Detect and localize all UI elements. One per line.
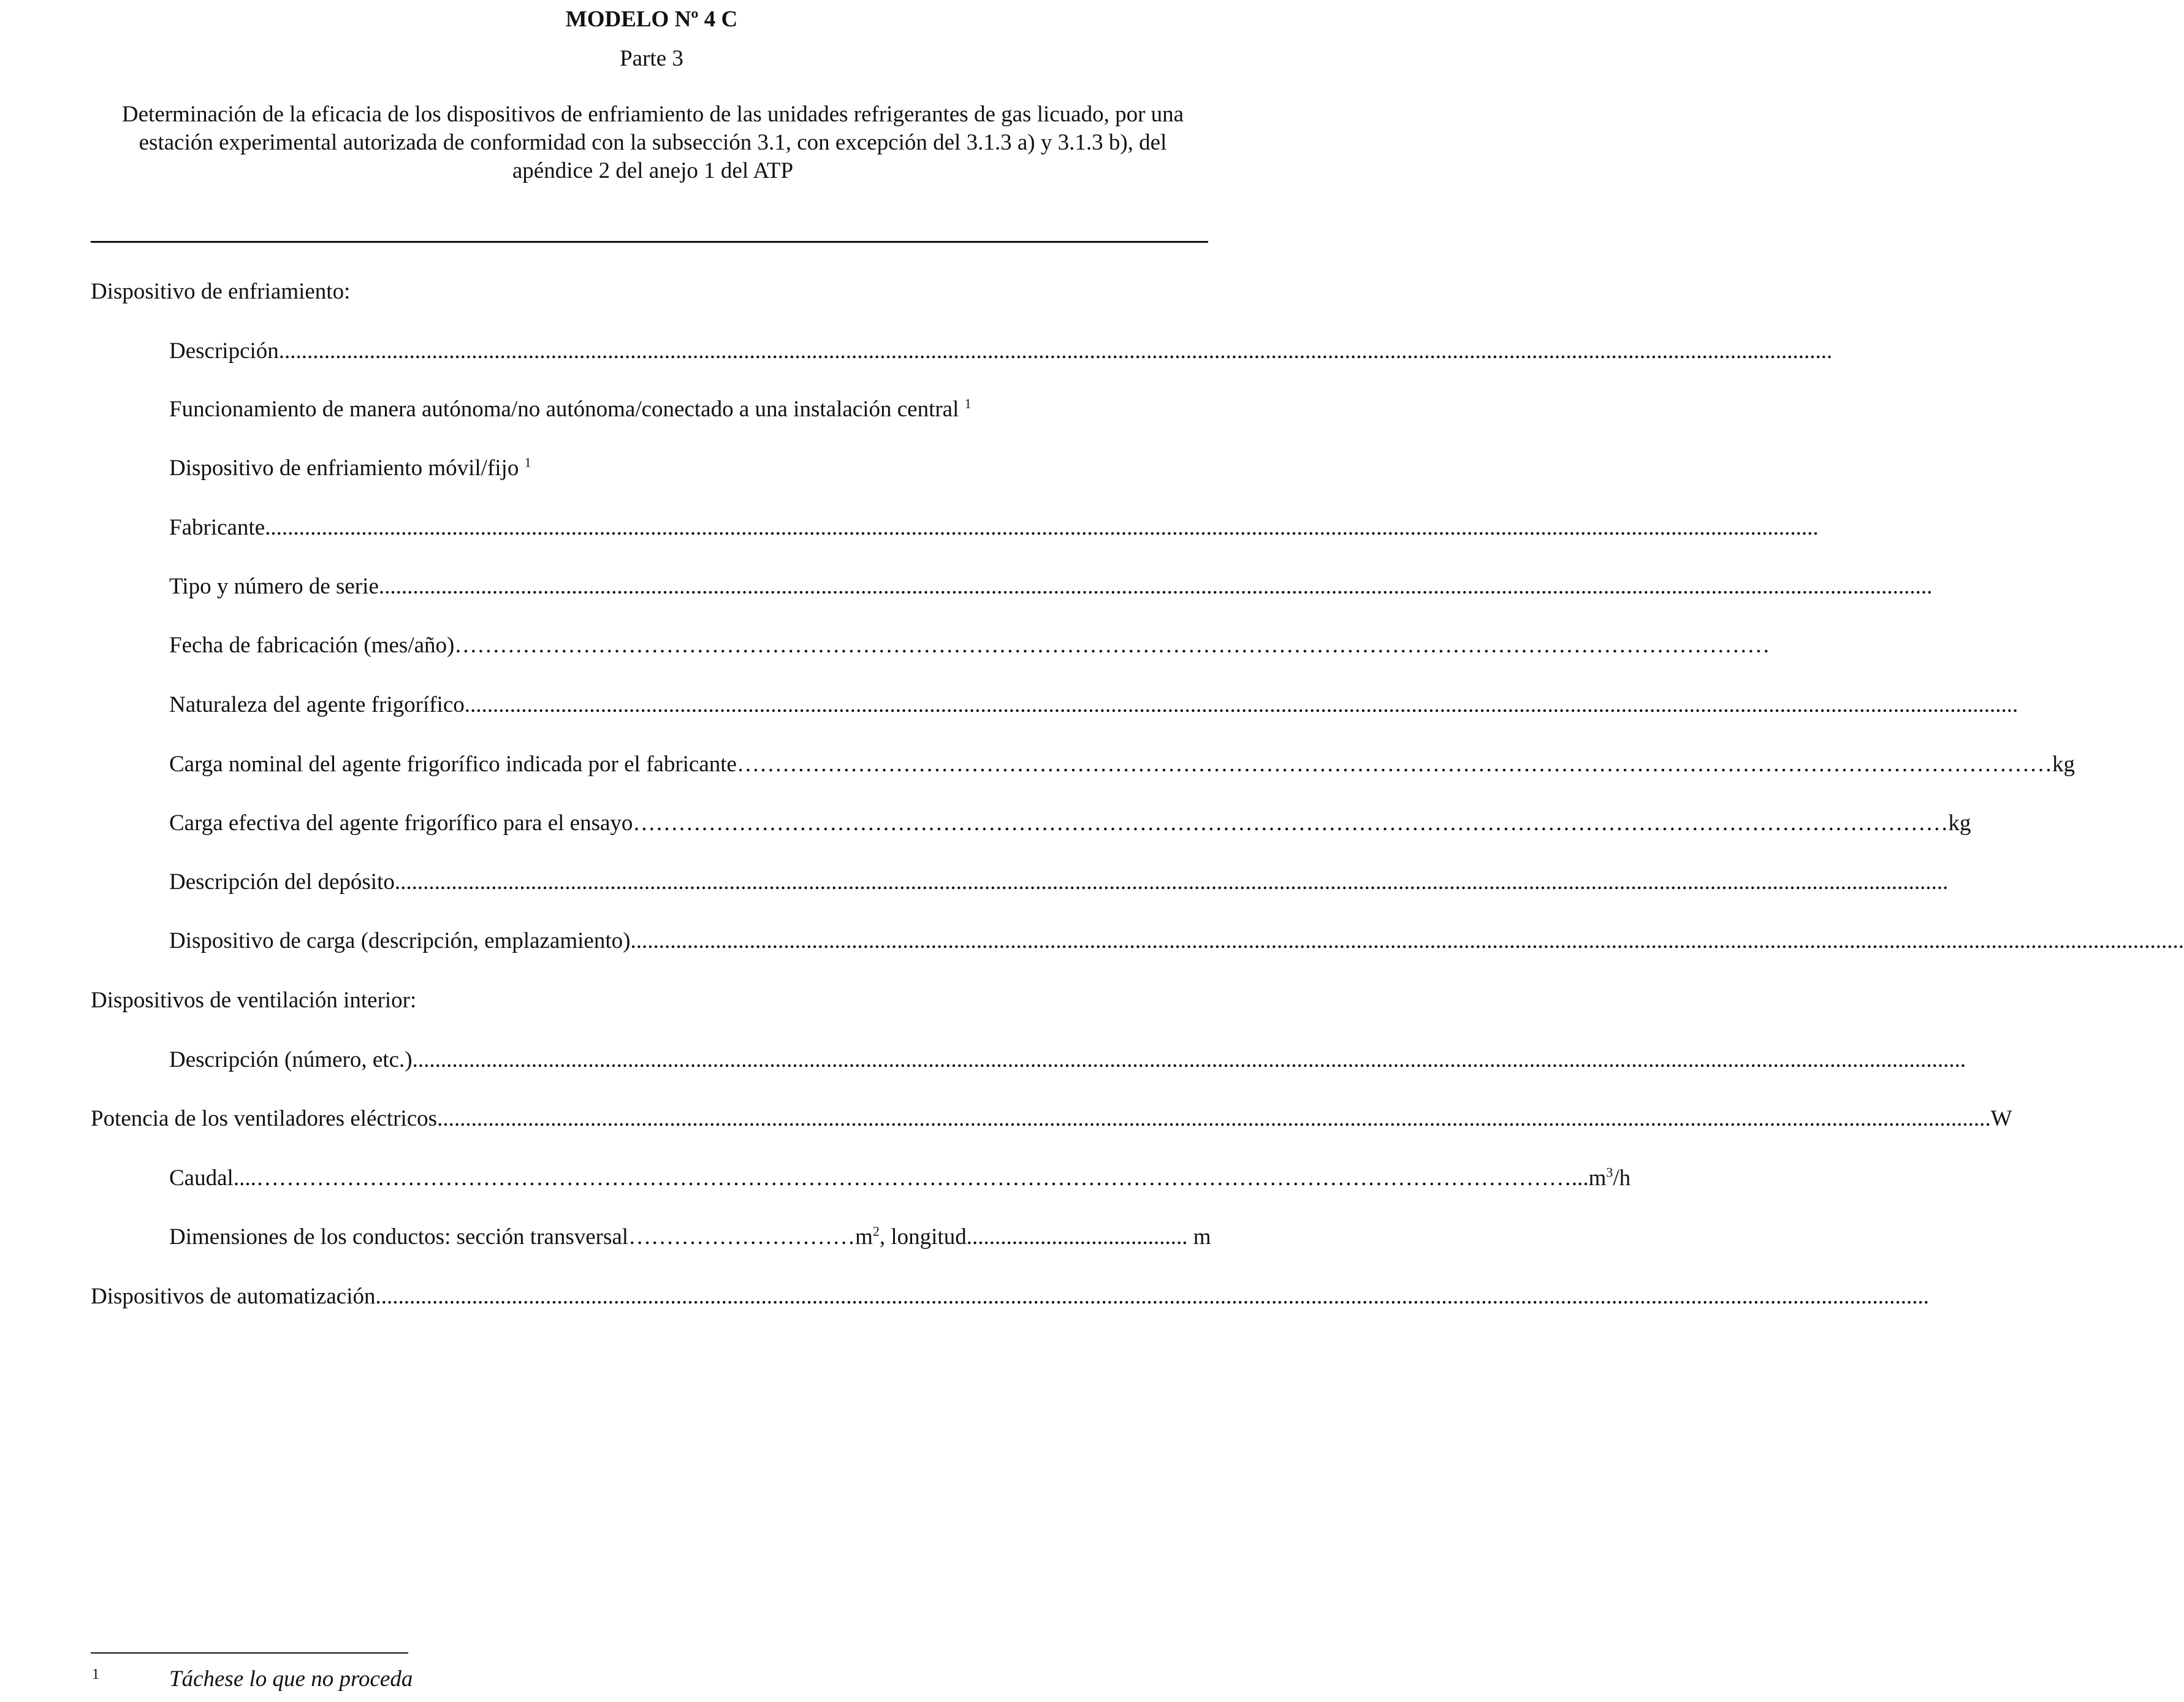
fill-dots: .................................................................................................................................................................................................................................................................................. bbox=[464, 692, 2018, 717]
unit-exponent: 3 bbox=[1606, 1164, 1613, 1180]
field-fan-power[interactable] bbox=[91, 1105, 2012, 1133]
field-flow[interactable] bbox=[169, 1164, 1631, 1193]
field-type-serial[interactable] bbox=[169, 573, 1933, 601]
field-label: Dimensiones de los conductos: sección transversal bbox=[169, 1224, 629, 1250]
fill-dots: ………………………………………………………………………………………………………………………………………………………… bbox=[633, 811, 1949, 836]
fill-dots: ………………………… bbox=[628, 1224, 856, 1250]
field-label: Tipo y número de serie bbox=[169, 574, 379, 599]
field-label: Dispositivos de automatización bbox=[91, 1284, 376, 1309]
field-label: Descripción bbox=[169, 338, 279, 364]
fill-dots: ………………………………………………………………………………………………………………………………………………………… bbox=[454, 633, 1770, 658]
unit-exponent: 2 bbox=[872, 1223, 880, 1239]
field-label: Carga nominal del agente frigorífico indicada por el fabricante bbox=[169, 752, 737, 777]
unit-suffix: /h bbox=[1613, 1166, 1631, 1191]
footnote-text: Táchese lo que no proceda bbox=[169, 1666, 413, 1692]
field-mobile-fixed[interactable] bbox=[169, 454, 531, 483]
fill-dots: ………………………………………………………………………………………………………………………………………………………… bbox=[736, 752, 2052, 777]
field-ventilation-description[interactable] bbox=[169, 1046, 1966, 1074]
unit-label: $...m^3/h$ bbox=[1571, 1164, 1631, 1191]
field-label: , longitud bbox=[879, 1224, 967, 1250]
footnote-ref: 1 bbox=[964, 395, 972, 411]
heading-line: Determinación de la eficacia de los dispositivos de enfriamiento de las unidades refrigerantes de gas licuado, por una bbox=[121, 102, 1184, 127]
field-label: Naturaleza del agente frigorífico bbox=[169, 692, 465, 717]
heading-line: estación experimental autorizada de conformidad con la subsección 3.1, con excepción del 3.1.3 a) y 3.1.3 b), del bbox=[139, 130, 1167, 155]
fill-dots: .................................................................................................................................................................................................................................................................................. bbox=[278, 338, 1833, 364]
field-operation-mode[interactable] bbox=[169, 395, 972, 424]
header-divider bbox=[91, 241, 1208, 243]
document-title: MODELO Nº 4 C bbox=[565, 7, 738, 32]
field-label: Carga efectiva del agente frigorífico para el ensayo bbox=[169, 811, 633, 836]
field-label: Caudal bbox=[169, 1166, 234, 1191]
unit-label: kg bbox=[1948, 811, 1971, 836]
fill-dots: .................................................................................................................................................................................................................................................................................. bbox=[378, 574, 1933, 599]
fill-dots: .................................................................................................................................................................................................................................................................................. bbox=[412, 1047, 1966, 1072]
footnote-ref: 1 bbox=[524, 454, 531, 470]
section-ventilation: Dispositivos de ventilación interior: bbox=[91, 988, 417, 1013]
unit-label: kg bbox=[2052, 752, 2075, 777]
footnote-divider bbox=[91, 1652, 408, 1654]
fill-dots: .................................................................................................................................................................................................................................................................................. bbox=[437, 1106, 1991, 1131]
field-label: Descripción del depósito bbox=[169, 869, 395, 895]
section-cooling-device: Dispositivo de enfriamiento: bbox=[91, 279, 351, 304]
field-manufacture-date[interactable] bbox=[169, 632, 1770, 660]
field-label: Dispositivo de enfriamiento móvil/fijo bbox=[169, 456, 519, 481]
field-nominal-charge[interactable] bbox=[169, 750, 2075, 779]
field-label: Fabricante bbox=[169, 515, 265, 540]
unit-label: m bbox=[1187, 1224, 1211, 1250]
field-label: Descripción (número, etc.) bbox=[169, 1047, 413, 1072]
fill-dots: .................................................................................................................................................................................................................................................................................. bbox=[394, 869, 1949, 895]
fill-dots: ....………………………………………………………………………………………………………………………………………………………… bbox=[233, 1166, 1572, 1191]
field-refrigerant-nature[interactable] bbox=[169, 691, 2018, 719]
field-charging-device[interactable] bbox=[169, 927, 2184, 955]
fill-dots: .................................................................................................................................................................................................................................................................................. bbox=[375, 1284, 1929, 1309]
field-manufacturer[interactable] bbox=[169, 514, 1819, 542]
field-label: Dispositivo de carga (descripción, emplazamiento) bbox=[169, 928, 631, 953]
field-duct-dimensions[interactable] bbox=[169, 1223, 1221, 1251]
field-tank-description[interactable] bbox=[169, 868, 1949, 896]
field-description[interactable] bbox=[169, 337, 1833, 365]
field-effective-charge[interactable] bbox=[169, 809, 1971, 838]
fill-dots: .................................................................................................................................................................................................................................................................................. bbox=[265, 515, 1819, 540]
unit-base: m bbox=[855, 1224, 873, 1250]
fill-dots: .................................................................................................................................................................................................................................................................................. bbox=[630, 928, 2184, 953]
field-label: Funcionamiento de manera autónoma/no autónoma/conectado a una instalación central bbox=[169, 397, 959, 422]
unit-label: W bbox=[1990, 1106, 2012, 1131]
field-label: Potencia de los ventiladores eléctricos bbox=[91, 1106, 438, 1131]
footnote-mark: 1 bbox=[92, 1666, 99, 1682]
field-automation[interactable] bbox=[91, 1283, 1929, 1311]
fill-dots: ....................................... bbox=[966, 1224, 1188, 1250]
form-heading bbox=[86, 101, 1220, 185]
part-label: Parte 3 bbox=[620, 46, 683, 71]
heading-line: apéndice 2 del anejo 1 del ATP bbox=[512, 158, 794, 183]
unit-base: m bbox=[1588, 1166, 1607, 1191]
field-label: Fecha de fabricación (mes/año) bbox=[169, 633, 455, 658]
